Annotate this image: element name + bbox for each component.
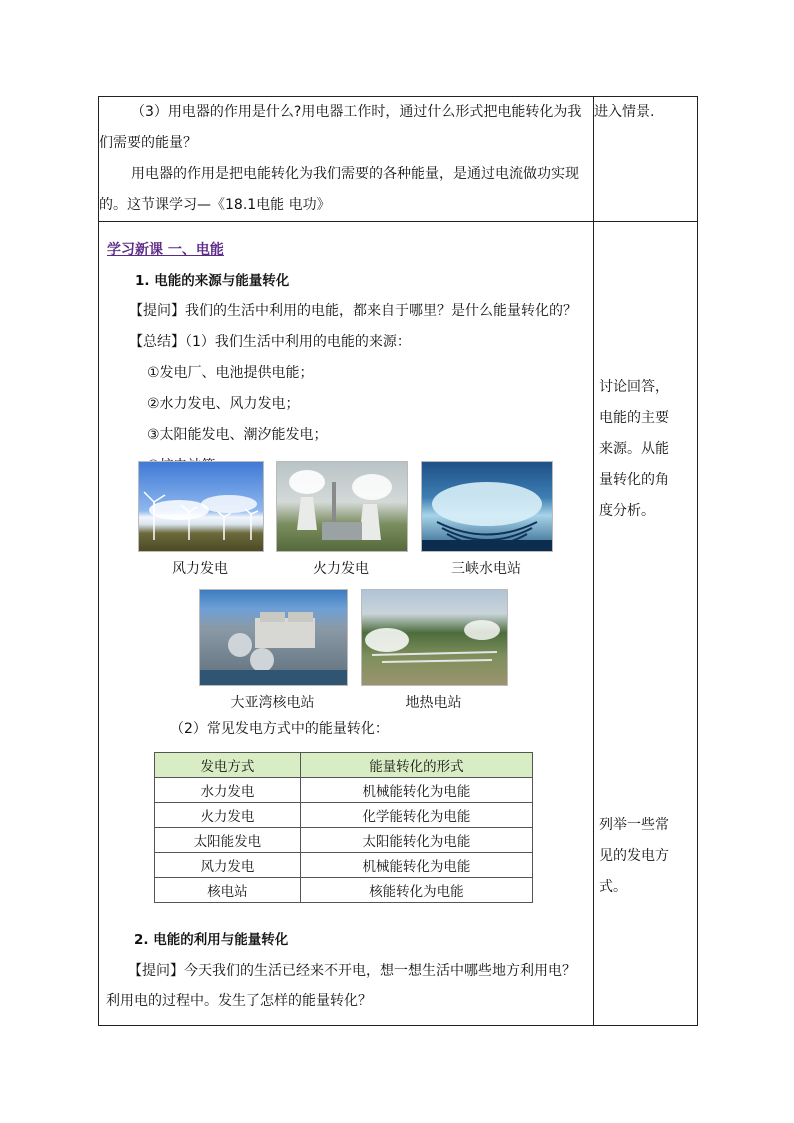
photo-caption: 风力发电: [172, 561, 228, 577]
source-item: ③太阳能发电、潮汐能发电；: [147, 427, 328, 443]
source-item: ②水力发电、风力发电；: [147, 396, 300, 412]
table-cell: 水力发电: [155, 778, 301, 803]
table-row: [155, 853, 533, 878]
table-row: [155, 778, 533, 803]
photo-caption: 大亚湾核电站: [230, 695, 315, 711]
geothermal-plant-photo: [361, 589, 508, 686]
intro-answer: 用电器的作用是把电能转化为我们需要的各种能量，是通过电流做功实现的。这节课学习—《18.1电能 电功》: [99, 166, 579, 213]
table-cell: 太阳能转化为电能: [300, 828, 532, 853]
table-cell: 风力发电: [155, 853, 301, 878]
photo-caption: 地热电站: [405, 695, 462, 711]
table-cell: 核能转化为电能: [300, 878, 532, 903]
table-cell: 机械能转化为电能: [300, 853, 532, 878]
question-1: 【提问】我们的生活中利用的电能，都来自于哪里？是什么能量转化的？: [129, 303, 577, 319]
energy-conversion-table: [154, 752, 533, 903]
table-row: [155, 878, 533, 903]
photo-caption: 三峡水电站: [451, 561, 521, 577]
summary-1: 【总结】（1）我们生活中利用的电能的来源：: [129, 334, 411, 350]
source-item: ①发电厂、电池提供电能；: [147, 365, 314, 381]
intro-cell: [99, 97, 594, 222]
thermal-plant-photo: [276, 461, 408, 552]
table-header: 能量转化的形式: [300, 753, 532, 778]
table-cell: 核电站: [155, 878, 301, 903]
intro-side-note: 进入情景.: [594, 104, 655, 120]
question-2: 【提问】今天我们的生活已经来不开电，想一想生活中哪些地方利用电？利用电的过程中。发生了怎样的能量转化？: [106, 963, 576, 1009]
section-title: 学习新课 一、电能: [107, 242, 224, 258]
side-notes-cell: [594, 222, 698, 1026]
table-cell: 机械能转化为电能: [300, 778, 532, 803]
table-cell: 太阳能发电: [155, 828, 301, 853]
intro-side-note-cell: [594, 97, 698, 222]
photo-caption: 火力发电: [313, 561, 369, 577]
intro-question: （3）用电器的作用是什么?用电器工作时，通过什么形式把电能转化为我们需要的能量？: [99, 104, 582, 151]
subsection-heading-1: 1. 电能的来源与能量转化: [135, 273, 290, 289]
side-note-examples: 列举一些常见的发电方式。: [599, 817, 669, 895]
table-cell: 化学能转化为电能: [300, 803, 532, 828]
subsection-heading-2: 2. 电能的利用与能量转化: [134, 932, 289, 948]
side-note-discussion: 讨论回答，电能的主要来源。从能量转化的角度分析。: [599, 379, 669, 519]
wind-farm-photo: [138, 461, 264, 552]
table-row: [155, 803, 533, 828]
table-cell: 火力发电: [155, 803, 301, 828]
summary-2: （2）常见发电方式中的能量转化：: [170, 721, 389, 737]
table-header: 发电方式: [155, 753, 301, 778]
table-row: [155, 828, 533, 853]
nuclear-plant-photo: [199, 589, 348, 686]
hydro-dam-photo: [421, 461, 553, 552]
